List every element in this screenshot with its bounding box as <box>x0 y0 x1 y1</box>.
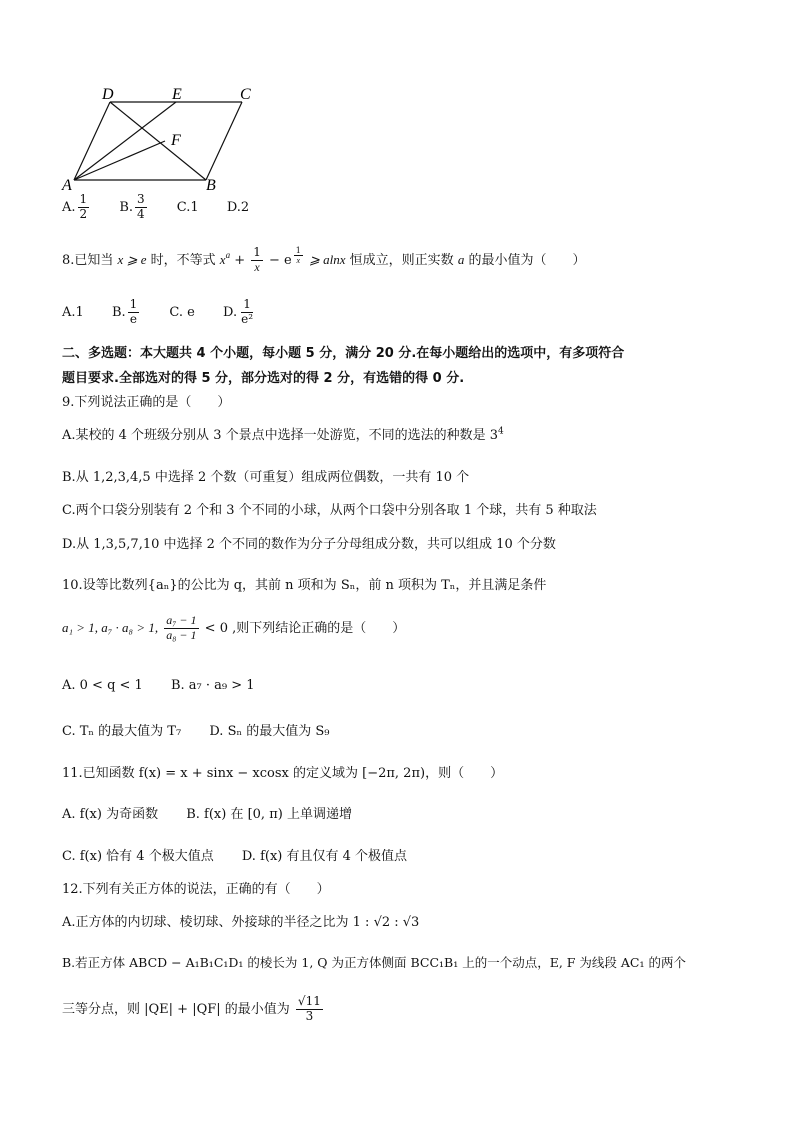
q8-option-d-label: D. <box>223 304 238 320</box>
label-a: A <box>62 177 72 192</box>
q11-options-ab <box>62 803 376 822</box>
q10-stem: 10.设等比数列{aₙ}的公比为 q，其前 n 项和为 Sₙ，前 n 项积为 Tₙ，并且满足条件 <box>62 578 547 593</box>
label-d: D <box>102 86 114 103</box>
q8-options: A.1 B. $\frac{1}{e}$ C. e D. $\frac{1}{\text{e²}}$ <box>62 297 254 326</box>
q9-stem: 9.下列说法正确的是（ ） <box>62 395 231 410</box>
q9-option-a: A.某校的 4 个班级分别从 3 个景点中选择一处游览，不同的选法的种数是 $3^4$ <box>62 426 504 443</box>
q12-option-b: B.若正方体 ABCD − A₁B₁C₁D₁ 的棱长为 1, Q 为正方体侧面 BCC₁B₁ 上的一个动点，E, F 为线段 AC₁ 的两个 <box>62 955 686 970</box>
q11-option-c: C. f(x) 恰有 4 个极大值点 <box>62 849 214 864</box>
q7-option-c: C.1 <box>176 199 199 215</box>
q7-option-d: D.2 <box>226 199 250 215</box>
q9-option-d: D.从 1,3,5,7,10 中选择 2 个不同的数作为分子分母组成分数，共可以组成 10 个分数 <box>62 537 556 552</box>
q9-option-b: B.从 1,2,3,4,5 中选择 2 个数（可重复）组成两位偶数，一共有 10 个 <box>62 470 470 485</box>
q8-option-b-label: B. <box>111 304 126 320</box>
label-c: C <box>240 86 251 103</box>
q10-option-a: A. 0 < q < 1 <box>62 678 143 693</box>
q8-stem: 8.已知当 x ⩾ e 时，不等式 $x^a$ + $\frac{1}{x}$ − e $^{\frac{1}{x}}$ ⩾ alnx 恒成立，则正实数 a 的最小值为（ ） <box>62 245 586 274</box>
segment-cb <box>206 102 242 180</box>
q11-option-a: A. f(x) 为奇函数 <box>62 807 159 822</box>
q11-option-b: B. f(x) 在 [0, π) 上单调递增 <box>186 807 352 822</box>
segment-af <box>74 141 165 180</box>
q12-option-b-continued: 三等分点，则 |QE| + |QF| 的最小值为 $\frac{√11}{3}$ <box>62 994 321 1023</box>
q10-option-b: B. a₇ · a₉ > 1 <box>170 678 255 693</box>
q7-option-b-fraction: $\frac{3}{4}$ <box>137 192 145 221</box>
q11-option-d: D. f(x) 有且仅有 4 个极值点 <box>241 849 408 864</box>
q9-option-c: C.两个口袋分别装有 2 个和 3 个不同的小球，从两个口袋中分别各取 1 个球，共有 5 种取法 <box>62 503 597 518</box>
label-f: F <box>171 132 181 149</box>
q10-options-cd <box>62 720 353 739</box>
section2-heading-line2: 题目要求.全部选对的得 5 分，部分选对的得 2 分，有选错的得 0 分. <box>62 371 465 386</box>
q10-option-c: C. Tₙ 的最大值为 T₇ <box>62 724 182 739</box>
q8-option-c: C. e <box>169 304 195 320</box>
label-e: E <box>172 86 182 103</box>
label-b: B <box>206 177 216 192</box>
q12-stem: 12.下列有关正方体的说法，正确的有（ ） <box>62 882 330 897</box>
q7-option-a-label: A. <box>62 199 76 215</box>
q11-options-cd <box>62 845 431 864</box>
q7-option-b-label: B. <box>119 199 133 215</box>
q10-option-d: D. Sₙ 的最大值为 S₉ <box>209 724 330 739</box>
q7-options <box>62 193 273 222</box>
q11-stem: 11.已知函数 f(x) = x + sinx − xcosx 的定义域为 [−2π, 2π)，则（ ） <box>62 766 504 781</box>
q7-option-a-fraction: $\frac{1}{2}$ <box>79 192 88 221</box>
section2-heading-line1: 二、多选题：本大题共 4 个小题，每小题 5 分，满分 20 分.在每小题给出的选项中，有多项符合 <box>62 346 625 361</box>
parallelogram-figure <box>60 84 260 192</box>
q10-condition: a₁ > 1, a₇ · a₈ > 1, $\frac{\text{a₇ − 1}}{\text{a₈ − 1}}$ < 0 ,则下列结论正确的是（ ） <box>62 613 406 642</box>
q10-options-ab <box>62 678 279 693</box>
segment-ad <box>74 102 110 180</box>
q12-option-a: A.正方体的内切球、棱切球、外接球的半径之比为 1 : √2 : √3 <box>62 915 420 930</box>
q8-option-a: A.1 <box>62 304 84 320</box>
